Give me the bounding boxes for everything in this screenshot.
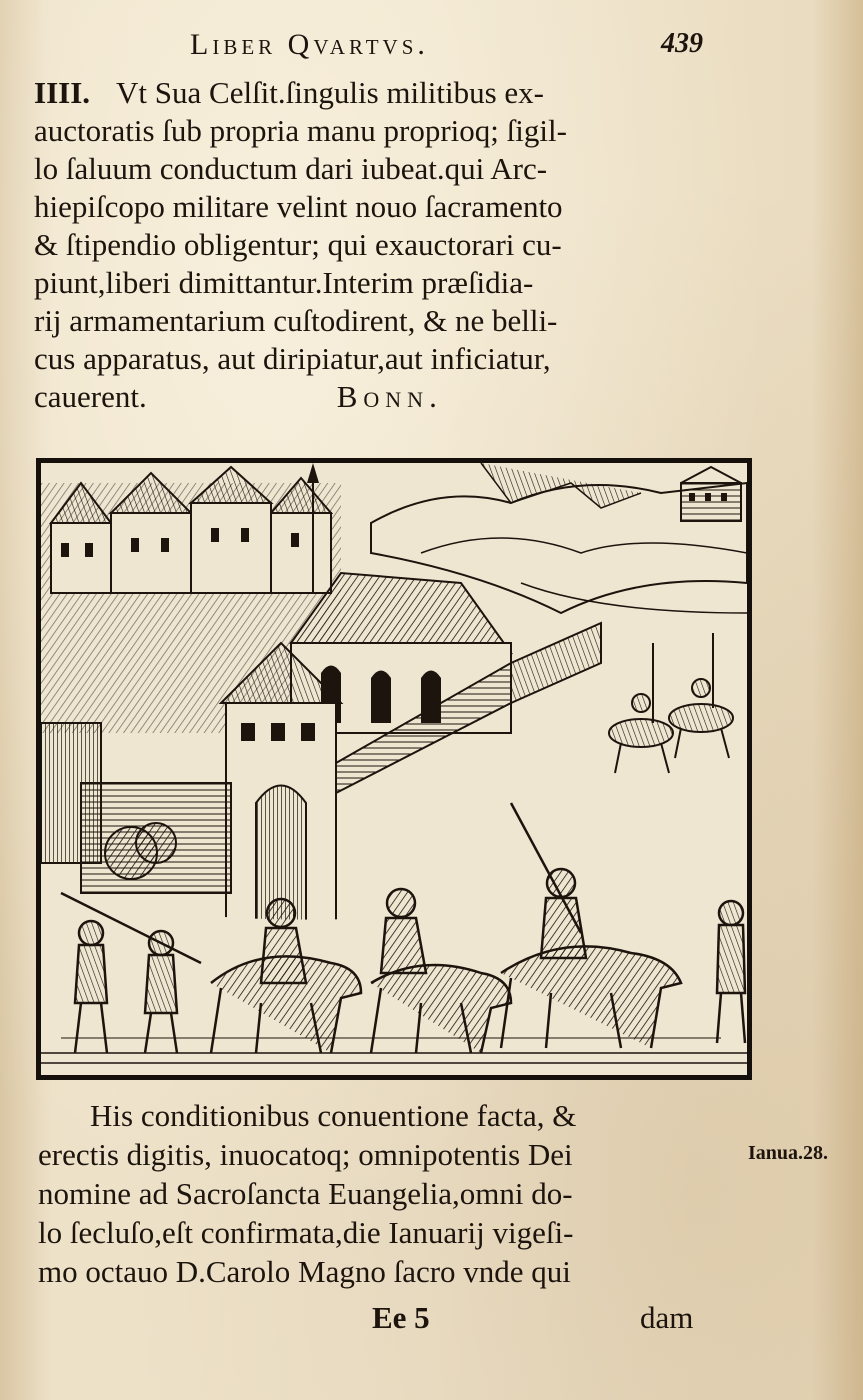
text-line: & ſtipendio obligentur; qui exauctorari cu- — [34, 227, 562, 262]
text-line — [34, 378, 724, 416]
text-line: piunt,liberi dimittantur.Interim præſidia- — [34, 265, 534, 300]
text-line: erectis digitis, inuocatoq; omnipotentis Dei — [38, 1137, 573, 1172]
body-paragraph — [38, 1096, 728, 1291]
text-line: hiepiſcopo militare velint nouo ſacramento — [34, 189, 563, 224]
section-number: IIII. — [34, 75, 91, 110]
text-line: His conditionibus conuentione facta, & — [90, 1098, 577, 1133]
woodcut-illustration — [36, 458, 752, 1080]
signature-mark: Ee 5 — [372, 1300, 430, 1335]
page-header — [0, 22, 863, 72]
text-line: lo ſaluum conductum dari iubeat.qui Arc- — [34, 151, 548, 186]
catchword: dam — [640, 1300, 694, 1335]
text-line: mo octauo D.Carolo Magno ſacro vnde qui — [38, 1254, 571, 1289]
city-caption: Bonn. — [336, 379, 443, 414]
text-line: cus apparatus, aut diripiatur,aut inficiatur, — [34, 341, 551, 376]
text-line-content: Vt Sua Celſit.ſingulis militibus ex- — [116, 75, 544, 110]
running-head: Liber Qvartvs. — [190, 28, 429, 61]
article-paragraph — [34, 74, 724, 416]
text-line: auctoratis ſub propria manu proprioq; ſigil- — [34, 113, 567, 148]
woodcut-engraving — [41, 463, 747, 1075]
text-line — [34, 74, 724, 112]
text-line: rij armamentarium cuſtodirent, & ne belli- — [34, 303, 558, 338]
gate-tower — [221, 643, 341, 923]
text-line-content: cauerent. — [34, 379, 147, 414]
page-footer — [0, 1300, 863, 1340]
margin-note: Ianua.28. — [748, 1142, 829, 1164]
folio-number: 439 — [661, 28, 703, 59]
text-line: lo ſecluſo,eſt confirmata,die Ianuarij vigeſi- — [38, 1215, 574, 1250]
text-line: nomine ad Sacroſancta Euangelia,omni do- — [38, 1176, 573, 1211]
